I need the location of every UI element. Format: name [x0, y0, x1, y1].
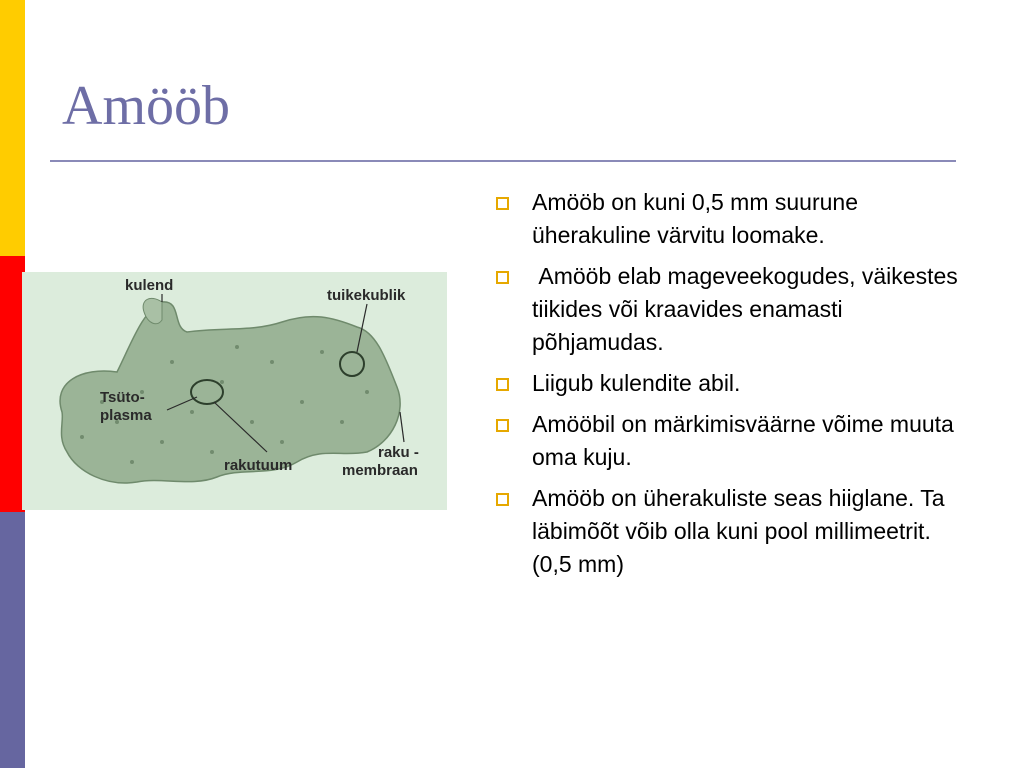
label-rakumembraan-1: raku - — [378, 444, 419, 461]
bullet-text: Amööb on kuni 0,5 mm suurune üherakuline värvitu loomake. — [532, 189, 859, 248]
hollow-square-bullet-icon — [496, 197, 509, 210]
label-tsytoplasma-2: plasma — [100, 407, 152, 424]
accent-bar-blue — [0, 512, 25, 768]
bullet-text: Amööb on üherakuliste seas hiiglane. Ta läbimõõt võib olla kuni pool millimeetrit. (0,5 mm) — [532, 485, 945, 577]
hollow-square-bullet-icon — [496, 378, 509, 391]
bullet-text: Liigub kulendite abil. — [532, 370, 741, 396]
bullet-item — [496, 186, 976, 252]
bullet-item — [496, 408, 976, 474]
label-tsytoplasma-1: Tsüto- — [100, 389, 145, 406]
bullet-list — [496, 186, 976, 589]
amoeba-illustration — [22, 272, 447, 510]
hollow-square-bullet-icon — [496, 493, 509, 506]
hollow-square-bullet-icon — [496, 271, 509, 284]
label-kulend: kulend — [125, 277, 174, 294]
label-tuikekublik: tuikekublik — [327, 287, 406, 304]
bullet-item — [496, 260, 976, 359]
bullet-text: Amööbil on märkimisväärne võime muuta oma kuju. — [532, 411, 954, 470]
label-rakumembraan-2: membraan — [342, 462, 418, 479]
hollow-square-bullet-icon — [496, 419, 509, 432]
accent-bar-yellow — [0, 0, 25, 256]
label-rakutuum: rakutuum — [224, 457, 293, 474]
bullet-item — [496, 482, 976, 581]
bullet-item — [496, 367, 976, 400]
amoeba-diagram — [22, 272, 447, 510]
slide-title: Amööb — [62, 75, 230, 137]
title-divider — [50, 160, 956, 162]
bullet-text: Amööb elab mageveekogudes, väikestes tiikides või kraavides enamasti põhjamudas. — [532, 263, 965, 355]
